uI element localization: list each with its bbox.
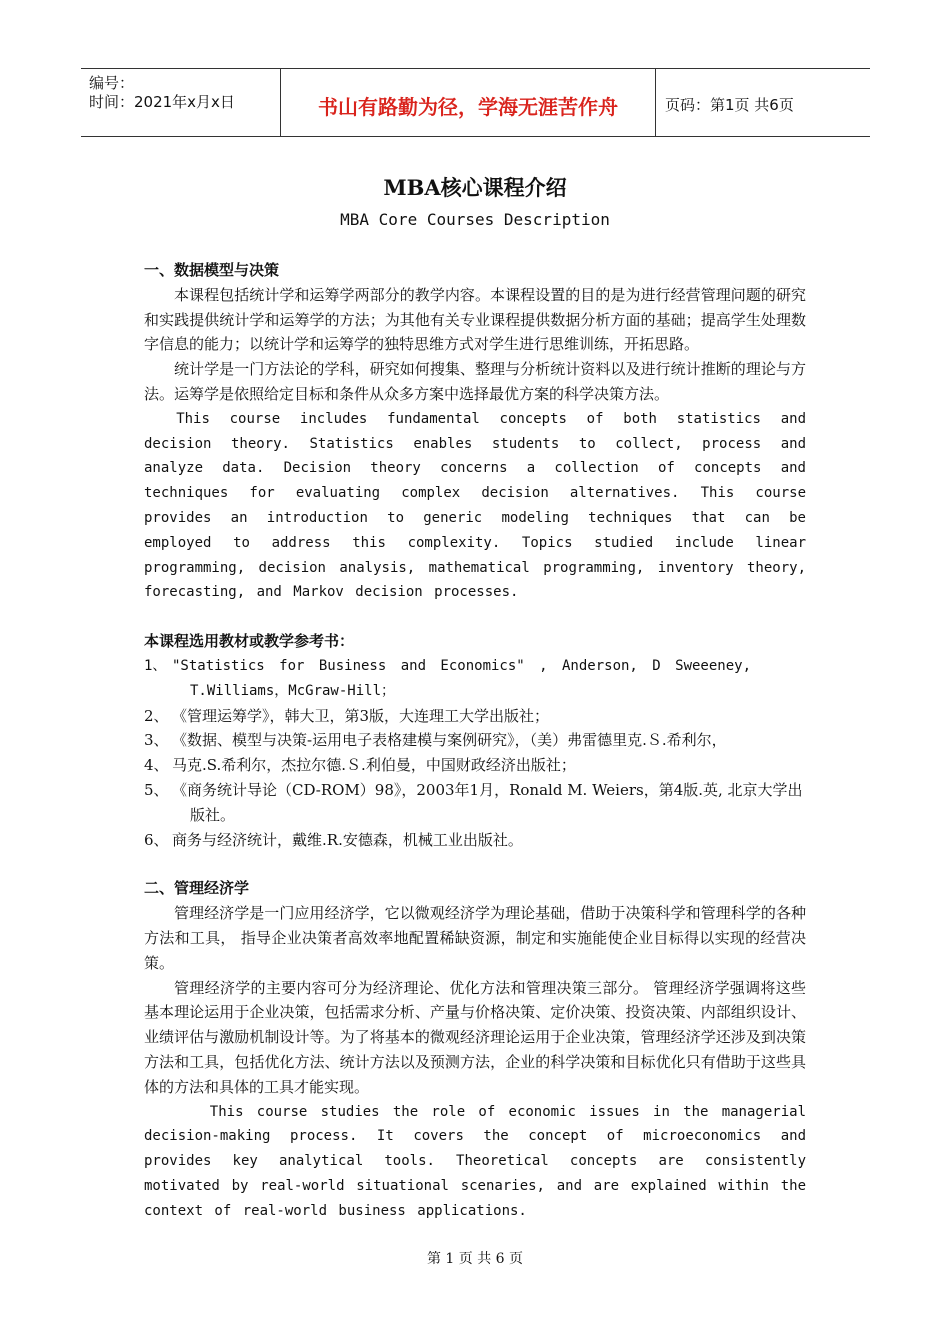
- spacer: [144, 852, 806, 876]
- spacer: [144, 605, 806, 629]
- section2-english-paragraph: This course studies the role of economic issues in the managerial decision-making process. It covers the concept of microeconomics and provides key analytical tools. Theoretical concepts are consistently motivated by real-world situational scenaries, and are explained within the context of real-world business applications.: [144, 1103, 806, 1219]
- page-footer: 第 1 页 共 6 页: [426, 1251, 524, 1267]
- reference-item: 6、 商务与经济统计，戴维.R.安德森，机械工业出版社。: [144, 830, 523, 849]
- reference-item: 3、 《数据、模型与决策-运用电子表格建模与案例研究》，（美）弗雷德里克.Ｓ.希利尔，: [144, 731, 727, 750]
- reference-item: 1、 "Statistics for Business and Economics" , Anderson, D Sweeeney, T.Williams，McGraw-Hill；: [144, 657, 752, 699]
- section2-paragraph-2: 管理经济学的主要内容可分为经济理论、优化方法和管理决策三部分。 管理经济学强调将这些基本理论运用于企业决策，包括需求分析、产量与价格决策、定价决策、投资决策、内部组织设计、业绩评估与激励机制设计等。为了将基本的微观经济理论运用于企业决策，管理经济学还涉及到决策方法和工具，包括优化方法、统计方法以及预测方法，企业的科学决策和目标优化只有借助于这些具体的方法和具体的工具才能实现。: [144, 978, 806, 1096]
- references-heading: 本课程选用教材或教学参考书：: [144, 632, 355, 651]
- date-label: 时间：2021年x月x日: [89, 93, 235, 111]
- section2-paragraph-1: 管理经济学是一门应用经济学，它以微观经济学为理论基础，借助于决策科学和管理科学的各种方法和工具， 指导企业决策者高效率地配置稀缺资源，制定和实施能使企业目标得以实现的经营决策。: [144, 904, 806, 972]
- reference-item: 4、 马克.S.希利尔，杰拉尔德.Ｓ.利伯曼，中国财政经济出版社；: [144, 756, 576, 775]
- motto-text: 书山有路勤为径，学海无涯苦作舟: [318, 95, 618, 119]
- section1-english-paragraph: This course includes fundamental concepts of both statistics and decision theory. Statistics enables students to collect, process and analyze data. Decision theory concerns a collection of concepts and techniques for evaluating complex decision alternatives. This course provides an introduction to generic modeling techniques that can be employed to address this complexity. Topics studied include linear programming, decision analysis, mathematical programming, inventory theory, forecasting, and Markov decision processes.: [144, 410, 806, 601]
- section2-heading: 二、管理经济学: [144, 879, 250, 898]
- section1-paragraph-2: 统计学是一门方法论的学科，研究如何搜集、整理与分析统计资料以及进行统计推断的理论与方法。运筹学是依照给定目标和条件从众多方案中选择最优方案的科学决策方法。: [144, 360, 806, 403]
- section1-heading: 一、数据模型与决策: [144, 261, 280, 279]
- header-table: [81, 68, 870, 137]
- page-info: 页码：第1页 共6页: [665, 96, 794, 114]
- header-right-cell: [656, 69, 870, 136]
- header-center-cell: [280, 69, 656, 136]
- page-subtitle: MBA Core Courses Description: [340, 210, 610, 229]
- section1-paragraph-1: 本课程包括统计学和运筹学两部分的教学内容。本课程设置的目的是为进行经营管理问题的研究和实践提供统计学和运筹学的方法；为其他有关专业课程提供数据分析方面的基础；提高学生处理数字信息的能力；以统计学和运筹学的独特思维方式对学生进行思维训练，开拓思路。: [144, 285, 806, 354]
- serial-number-label: 编号：: [89, 74, 135, 92]
- reference-item: 5、 《商务统计导论（CD-ROM）98》，2003年1月，Ronald M. Weiers，第4版.英, 北京大学出版社。: [144, 780, 803, 824]
- header-left-cell: [81, 69, 279, 136]
- reference-item: 2、 《管理运筹学》，韩大卫，第3版，大连理工大学出版社；: [144, 706, 550, 725]
- page-title: MBA核心课程介绍: [383, 175, 567, 200]
- document-body: [144, 258, 806, 1223]
